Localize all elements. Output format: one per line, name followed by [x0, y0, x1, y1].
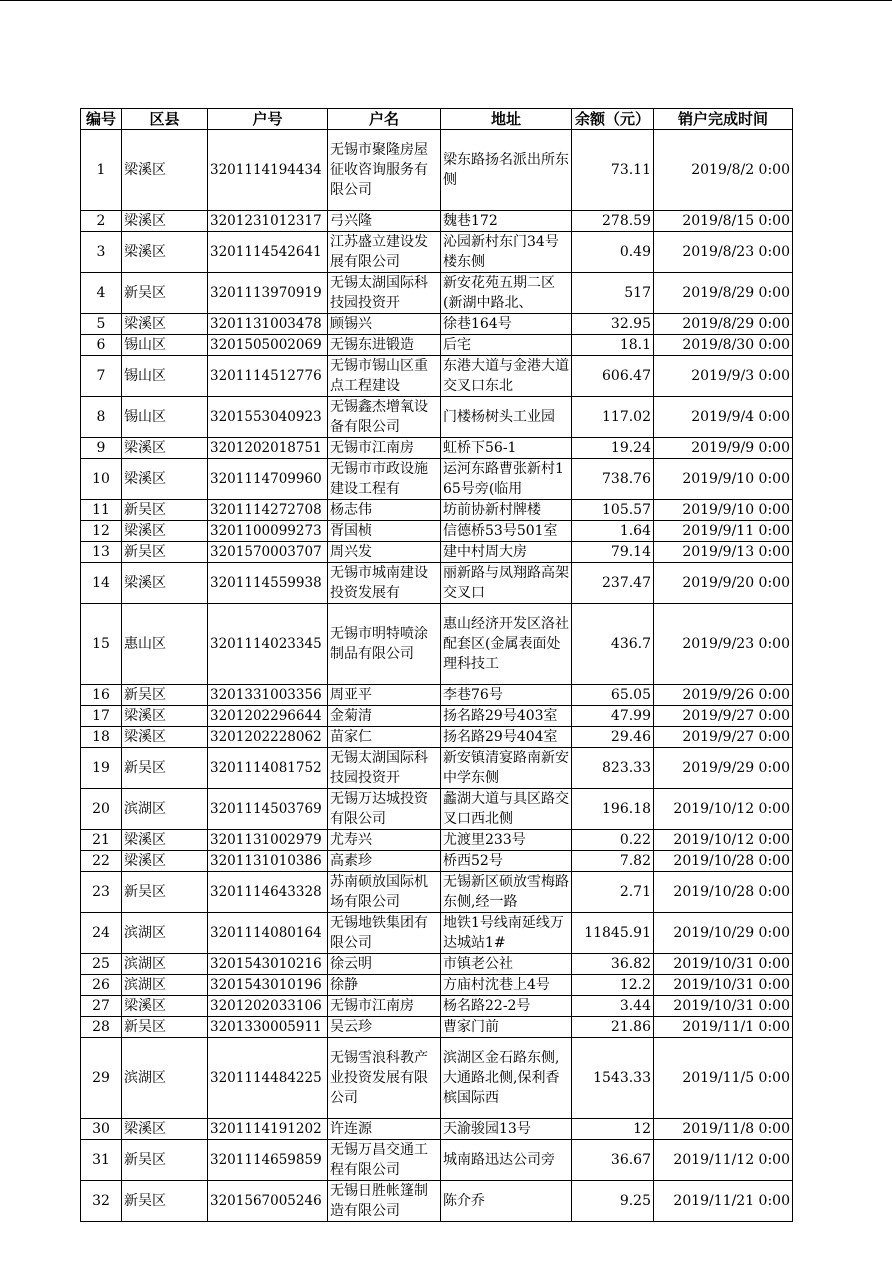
cell-balance: 117.02	[572, 397, 654, 438]
cell-closure-time: 2019/10/29 0:00	[654, 913, 793, 954]
cell-account-name: 无锡市锡山区重点工程建设	[328, 356, 441, 397]
cell-no: 27	[81, 996, 122, 1017]
account-closure-table	[80, 108, 793, 1222]
cell-county: 新吴区	[122, 500, 208, 521]
cell-account-name: 无锡日胜帐篷制造有限公司	[328, 1181, 441, 1222]
cell-closure-time: 2019/8/15 0:00	[654, 211, 793, 232]
table-row	[81, 314, 793, 335]
cell-closure-time: 2019/8/30 0:00	[654, 335, 793, 356]
cell-account-number: 3201231012317	[208, 211, 328, 232]
cell-address: 建中村周大房	[441, 542, 572, 563]
cell-no: 11	[81, 500, 122, 521]
cell-account-number: 3201113970919	[208, 273, 328, 314]
cell-county: 新吴区	[122, 685, 208, 706]
cell-account-name: 高素珍	[328, 851, 441, 872]
cell-closure-time: 2019/9/27 0:00	[654, 727, 793, 748]
cell-balance: 278.59	[572, 211, 654, 232]
table-row	[81, 356, 793, 397]
cell-closure-time: 2019/10/31 0:00	[654, 954, 793, 975]
cell-no: 28	[81, 1017, 122, 1038]
cell-account-name: 徐云明	[328, 954, 441, 975]
cell-account-number: 3201114484225	[208, 1038, 328, 1119]
cell-closure-time: 2019/11/1 0:00	[654, 1017, 793, 1038]
cell-county: 梁溪区	[122, 706, 208, 727]
cell-no: 21	[81, 830, 122, 851]
cell-closure-time: 2019/10/31 0:00	[654, 996, 793, 1017]
header-row	[81, 109, 793, 130]
table-row	[81, 1017, 793, 1038]
table-row	[81, 913, 793, 954]
cell-balance: 12	[572, 1119, 654, 1140]
table-row	[81, 706, 793, 727]
cell-balance: 9.25	[572, 1181, 654, 1222]
cell-no: 13	[81, 542, 122, 563]
cell-closure-time: 2019/9/23 0:00	[654, 604, 793, 685]
header-address: 地址	[441, 109, 572, 130]
cell-closure-time: 2019/8/23 0:00	[654, 232, 793, 273]
table-row	[81, 1181, 793, 1222]
table-row	[81, 975, 793, 996]
cell-balance: 7.82	[572, 851, 654, 872]
cell-closure-time: 2019/8/29 0:00	[654, 273, 793, 314]
cell-no: 14	[81, 563, 122, 604]
cell-closure-time: 2019/8/29 0:00	[654, 314, 793, 335]
cell-no: 16	[81, 685, 122, 706]
header-closure-time: 销户完成时间	[654, 109, 793, 130]
table-row	[81, 748, 793, 789]
cell-county: 梁溪区	[122, 232, 208, 273]
cell-balance: 105.57	[572, 500, 654, 521]
cell-account-name: 吴云珍	[328, 1017, 441, 1038]
cell-no: 8	[81, 397, 122, 438]
cell-address: 后宅	[441, 335, 572, 356]
cell-balance: 47.99	[572, 706, 654, 727]
cell-address: 信德桥53号501室	[441, 521, 572, 542]
cell-address: 地铁1号线南延线万达城站1#	[441, 913, 572, 954]
cell-no: 7	[81, 356, 122, 397]
cell-balance: 3.44	[572, 996, 654, 1017]
cell-address: 沁园新村东门34号楼东侧	[441, 232, 572, 273]
cell-account-number: 3201114023345	[208, 604, 328, 685]
cell-closure-time: 2019/9/26 0:00	[654, 685, 793, 706]
cell-no: 15	[81, 604, 122, 685]
cell-balance: 0.49	[572, 232, 654, 273]
table-row	[81, 830, 793, 851]
cell-closure-time: 2019/10/12 0:00	[654, 830, 793, 851]
cell-account-number: 3201202296644	[208, 706, 328, 727]
cell-account-name: 金菊清	[328, 706, 441, 727]
cell-balance: 11845.91	[572, 913, 654, 954]
table-row	[81, 851, 793, 872]
cell-county: 新吴区	[122, 273, 208, 314]
cell-no: 30	[81, 1119, 122, 1140]
table-row	[81, 542, 793, 563]
cell-account-name: 周兴发	[328, 542, 441, 563]
cell-address: 市镇老公社	[441, 954, 572, 975]
cell-account-number: 3201114559938	[208, 563, 328, 604]
cell-account-number: 3201543010196	[208, 975, 328, 996]
cell-no: 6	[81, 335, 122, 356]
cell-balance: 29.46	[572, 727, 654, 748]
cell-account-name: 无锡东进锻造	[328, 335, 441, 356]
cell-account-name: 许连源	[328, 1119, 441, 1140]
cell-county: 新吴区	[122, 748, 208, 789]
cell-address: 滨湖区金石路东侧,大通路北侧,保利香槟国际西	[441, 1038, 572, 1119]
cell-account-number: 3201330005911	[208, 1017, 328, 1038]
table-row	[81, 563, 793, 604]
cell-no: 31	[81, 1140, 122, 1181]
table-row	[81, 604, 793, 685]
cell-address: 新安花苑五期二区(新湖中路北、	[441, 273, 572, 314]
cell-balance: 517	[572, 273, 654, 314]
cell-address: 桥西52号	[441, 851, 572, 872]
cell-account-name: 无锡鑫杰增氧设备有限公司	[328, 397, 441, 438]
cell-no: 19	[81, 748, 122, 789]
cell-address: 城南路迅达公司旁	[441, 1140, 572, 1181]
cell-account-name: 无锡雪浪科教产业投资发展有限公司	[328, 1038, 441, 1119]
cell-no: 18	[81, 727, 122, 748]
cell-account-number: 3201114659859	[208, 1140, 328, 1181]
cell-address: 李巷76号	[441, 685, 572, 706]
cell-balance: 237.47	[572, 563, 654, 604]
header-balance: 余额（元）	[572, 109, 654, 130]
cell-balance: 823.33	[572, 748, 654, 789]
cell-account-name: 无锡市聚隆房屋征收咨询服务有限公司	[328, 130, 441, 211]
cell-account-number: 3201570003707	[208, 542, 328, 563]
cell-address: 曹家门前	[441, 1017, 572, 1038]
cell-account-number: 3201114709960	[208, 459, 328, 500]
table-row	[81, 397, 793, 438]
cell-county: 新吴区	[122, 1140, 208, 1181]
cell-address: 杨名路22-2号	[441, 996, 572, 1017]
table-row	[81, 685, 793, 706]
table-row	[81, 1119, 793, 1140]
table-row	[81, 130, 793, 211]
cell-address: 丽新路与凤翔路高架交叉口	[441, 563, 572, 604]
cell-account-number: 3201114503769	[208, 789, 328, 830]
cell-balance: 21.86	[572, 1017, 654, 1038]
cell-balance: 1.64	[572, 521, 654, 542]
cell-balance: 196.18	[572, 789, 654, 830]
cell-account-name: 无锡市江南房	[328, 996, 441, 1017]
cell-balance: 2.71	[572, 872, 654, 913]
cell-address: 徐巷164号	[441, 314, 572, 335]
cell-no: 3	[81, 232, 122, 273]
cell-closure-time: 2019/9/29 0:00	[654, 748, 793, 789]
cell-account-number: 3201202228062	[208, 727, 328, 748]
table-row	[81, 996, 793, 1017]
cell-closure-time: 2019/9/13 0:00	[654, 542, 793, 563]
table-row	[81, 789, 793, 830]
cell-no: 25	[81, 954, 122, 975]
cell-address: 无锡新区硕放雪梅路东侧,经一路	[441, 872, 572, 913]
cell-address: 方庙村沈巷上4号	[441, 975, 572, 996]
table-row	[81, 459, 793, 500]
cell-account-name: 无锡市明特喷涂制品有限公司	[328, 604, 441, 685]
cell-balance: 436.7	[572, 604, 654, 685]
cell-balance: 19.24	[572, 438, 654, 459]
cell-address: 运河东路曹张新村165号旁(临用	[441, 459, 572, 500]
cell-account-number: 3201202018751	[208, 438, 328, 459]
header-account-number: 户号	[208, 109, 328, 130]
cell-closure-time: 2019/10/12 0:00	[654, 789, 793, 830]
cell-balance: 65.05	[572, 685, 654, 706]
cell-no: 24	[81, 913, 122, 954]
cell-no: 20	[81, 789, 122, 830]
cell-account-name: 无锡市市政设施建设工程有	[328, 459, 441, 500]
cell-account-number: 3201114643328	[208, 872, 328, 913]
table-row	[81, 211, 793, 232]
header-account-name: 户名	[328, 109, 441, 130]
cell-closure-time: 2019/10/28 0:00	[654, 851, 793, 872]
table-row	[81, 273, 793, 314]
cell-address: 扬名路29号403室	[441, 706, 572, 727]
cell-county: 梁溪区	[122, 727, 208, 748]
cell-closure-time: 2019/9/3 0:00	[654, 356, 793, 397]
cell-county: 锡山区	[122, 356, 208, 397]
cell-county: 梁溪区	[122, 211, 208, 232]
cell-county: 梁溪区	[122, 459, 208, 500]
cell-address: 惠山经济开发区洛社配套区(金属表面处理科技工	[441, 604, 572, 685]
cell-account-name: 无锡市江南房	[328, 438, 441, 459]
cell-balance: 79.14	[572, 542, 654, 563]
cell-account-name: 无锡太湖国际科技园投资开	[328, 273, 441, 314]
cell-balance: 18.1	[572, 335, 654, 356]
cell-county: 滨湖区	[122, 913, 208, 954]
cell-account-name: 江苏盛立建设发展有限公司	[328, 232, 441, 273]
cell-balance: 12.2	[572, 975, 654, 996]
table-row	[81, 438, 793, 459]
cell-address: 梁东路扬名派出所东侧	[441, 130, 572, 211]
cell-county: 新吴区	[122, 542, 208, 563]
cell-address: 扬名路29号404室	[441, 727, 572, 748]
cell-closure-time: 2019/11/12 0:00	[654, 1140, 793, 1181]
cell-account-number: 3201100099273	[208, 521, 328, 542]
cell-account-name: 无锡万昌交通工程有限公司	[328, 1140, 441, 1181]
cell-county: 滨湖区	[122, 954, 208, 975]
cell-account-name: 弓兴隆	[328, 211, 441, 232]
cell-closure-time: 2019/10/28 0:00	[654, 872, 793, 913]
cell-closure-time: 2019/9/9 0:00	[654, 438, 793, 459]
cell-no: 5	[81, 314, 122, 335]
cell-county: 梁溪区	[122, 314, 208, 335]
cell-account-name: 无锡地铁集团有限公司	[328, 913, 441, 954]
cell-closure-time: 2019/11/5 0:00	[654, 1038, 793, 1119]
cell-balance: 36.67	[572, 1140, 654, 1181]
cell-no: 10	[81, 459, 122, 500]
cell-account-name: 杨志伟	[328, 500, 441, 521]
cell-county: 新吴区	[122, 1017, 208, 1038]
cell-balance: 36.82	[572, 954, 654, 975]
cell-account-name: 胥国桢	[328, 521, 441, 542]
cell-closure-time: 2019/11/21 0:00	[654, 1181, 793, 1222]
cell-account-number: 3201131002979	[208, 830, 328, 851]
cell-county: 滨湖区	[122, 1038, 208, 1119]
table-row	[81, 1140, 793, 1181]
cell-closure-time: 2019/8/2 0:00	[654, 130, 793, 211]
cell-no: 26	[81, 975, 122, 996]
cell-account-name: 徐静	[328, 975, 441, 996]
cell-county: 惠山区	[122, 604, 208, 685]
table-row	[81, 1038, 793, 1119]
cell-county: 梁溪区	[122, 438, 208, 459]
cell-account-number: 3201114081752	[208, 748, 328, 789]
cell-account-name: 无锡太湖国际科技园投资开	[328, 748, 441, 789]
cell-account-name: 无锡万达城投资有限公司	[328, 789, 441, 830]
cell-no: 9	[81, 438, 122, 459]
cell-account-number: 3201553040923	[208, 397, 328, 438]
cell-address: 尤渡里233号	[441, 830, 572, 851]
cell-account-number: 3201505002069	[208, 335, 328, 356]
cell-no: 2	[81, 211, 122, 232]
cell-account-number: 3201543010216	[208, 954, 328, 975]
cell-account-name: 顾锡兴	[328, 314, 441, 335]
cell-county: 梁溪区	[122, 851, 208, 872]
table-row	[81, 727, 793, 748]
cell-closure-time: 2019/9/27 0:00	[654, 706, 793, 727]
cell-county: 梁溪区	[122, 521, 208, 542]
cell-county: 滨湖区	[122, 789, 208, 830]
cell-closure-time: 2019/11/8 0:00	[654, 1119, 793, 1140]
cell-account-number: 3201131003478	[208, 314, 328, 335]
cell-no: 29	[81, 1038, 122, 1119]
cell-balance: 0.22	[572, 830, 654, 851]
cell-balance: 32.95	[572, 314, 654, 335]
table-row	[81, 335, 793, 356]
cell-account-number: 3201114542641	[208, 232, 328, 273]
cell-address: 新安镇清宴路南新安中学东侧	[441, 748, 572, 789]
header-county: 区县	[122, 109, 208, 130]
cell-account-number: 3201114272708	[208, 500, 328, 521]
cell-address: 魏巷172	[441, 211, 572, 232]
cell-closure-time: 2019/10/31 0:00	[654, 975, 793, 996]
cell-closure-time: 2019/9/4 0:00	[654, 397, 793, 438]
cell-account-name: 苗家仁	[328, 727, 441, 748]
cell-county: 梁溪区	[122, 830, 208, 851]
cell-account-name: 无锡市城南建设投资发展有	[328, 563, 441, 604]
table-row	[81, 521, 793, 542]
cell-balance: 738.76	[572, 459, 654, 500]
cell-closure-time: 2019/9/10 0:00	[654, 500, 793, 521]
cell-account-number: 3201114194434	[208, 130, 328, 211]
cell-county: 新吴区	[122, 1181, 208, 1222]
table-row	[81, 232, 793, 273]
cell-closure-time: 2019/9/20 0:00	[654, 563, 793, 604]
cell-address: 虹桥下56-1	[441, 438, 572, 459]
cell-no: 1	[81, 130, 122, 211]
cell-county: 梁溪区	[122, 1119, 208, 1140]
cell-no: 23	[81, 872, 122, 913]
table-row	[81, 872, 793, 913]
cell-no: 12	[81, 521, 122, 542]
header-no: 编号	[81, 109, 122, 130]
cell-county: 锡山区	[122, 335, 208, 356]
cell-address: 门楼杨树头工业园	[441, 397, 572, 438]
cell-no: 22	[81, 851, 122, 872]
cell-county: 梁溪区	[122, 996, 208, 1017]
cell-account-name: 苏南硕放国际机场有限公司	[328, 872, 441, 913]
table-body	[81, 130, 793, 1222]
cell-balance: 73.11	[572, 130, 654, 211]
cell-balance: 1543.33	[572, 1038, 654, 1119]
cell-county: 滨湖区	[122, 975, 208, 996]
cell-address: 天渝骏园13号	[441, 1119, 572, 1140]
cell-county: 新吴区	[122, 872, 208, 913]
table-row	[81, 500, 793, 521]
cell-no: 4	[81, 273, 122, 314]
cell-account-number: 3201114080164	[208, 913, 328, 954]
cell-address: 东港大道与金港大道交叉口东北	[441, 356, 572, 397]
cell-closure-time: 2019/9/10 0:00	[654, 459, 793, 500]
top-border-line	[0, 0, 892, 1]
cell-account-number: 3201567005246	[208, 1181, 328, 1222]
cell-county: 梁溪区	[122, 563, 208, 604]
cell-account-number: 3201331003356	[208, 685, 328, 706]
cell-no: 32	[81, 1181, 122, 1222]
cell-address: 陈介乔	[441, 1181, 572, 1222]
cell-address: 蠡湖大道与具区路交叉口西北侧	[441, 789, 572, 830]
cell-balance: 606.47	[572, 356, 654, 397]
cell-address: 坊前协新村牌楼	[441, 500, 572, 521]
cell-account-name: 周亚平	[328, 685, 441, 706]
cell-closure-time: 2019/9/11 0:00	[654, 521, 793, 542]
cell-account-number: 3201114512776	[208, 356, 328, 397]
cell-no: 17	[81, 706, 122, 727]
table-row	[81, 954, 793, 975]
cell-account-name: 尤寿兴	[328, 830, 441, 851]
cell-account-number: 3201202033106	[208, 996, 328, 1017]
cell-county: 梁溪区	[122, 130, 208, 211]
cell-account-number: 3201131010386	[208, 851, 328, 872]
cell-county: 锡山区	[122, 397, 208, 438]
cell-account-number: 3201114191202	[208, 1119, 328, 1140]
